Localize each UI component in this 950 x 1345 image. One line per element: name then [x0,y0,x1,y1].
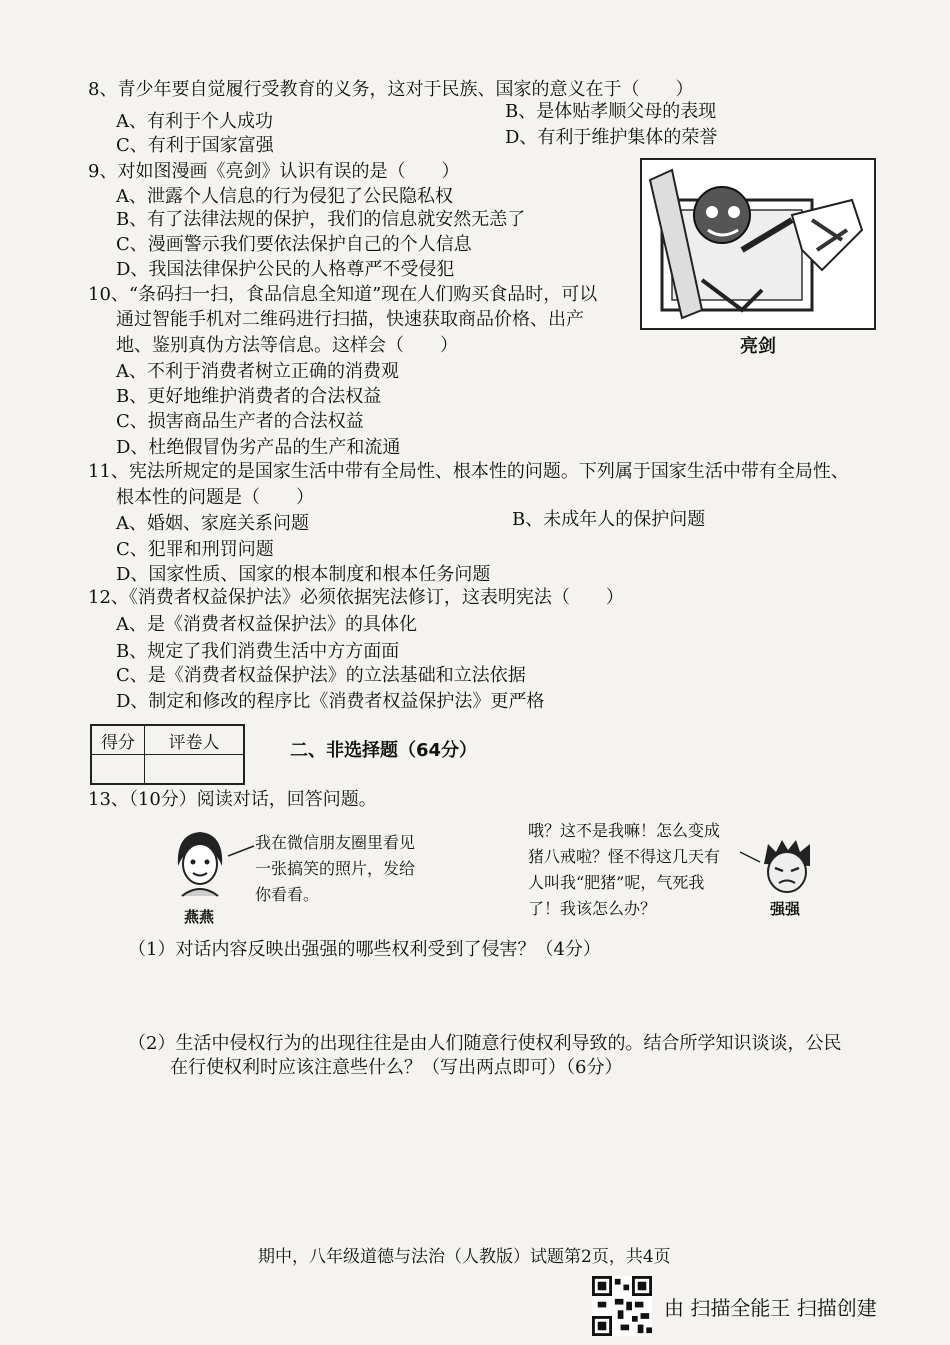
q13-sub2-line1: （2）生活中侵权行为的出现往往是由人们随意行使权利导致的。结合所学知识谈谈，公民 [128,1033,842,1054]
q12-option-c: C、是《消费者权益保护法》的立法基础和立法依据 [116,665,526,686]
left-speaker-name: 燕燕 [184,908,215,926]
q11-option-a: A、婚姻、家庭关系问题 [116,513,309,534]
q13-stem: 13、（10分）阅读对话，回答问题。 [88,789,377,810]
section-title: 二、非选择题（64分） [290,740,478,761]
q13-sub1: （1）对话内容反映出强强的哪些权利受到了侵害？（4分） [128,939,601,960]
q12-option-b: B、规定了我们消费生活中方方面面 [116,641,400,662]
speech-pointer-left [226,842,256,862]
score-table [90,724,245,785]
q10-stem-line3: 地、鉴别真伪方法等信息。这样会（ ） [116,335,458,356]
q13-sub2-line2: 在行使权利时应该注意些什么？（写出两点即可）（6分） [170,1057,623,1078]
score-cell [91,755,145,785]
right-speech-bubble: 哦？这不是我嘛！怎么变成 猪八戒啦？怪不得这几天有 人叫我“肥猪”呢，气死我 了！我该怎么办？ [528,821,721,918]
q12-option-a: A、是《消费者权益保护法》的具体化 [116,614,417,635]
q10-option-d: D、杜绝假冒伪劣产品的生产和流通 [116,437,401,458]
girl-avatar-icon [172,826,228,898]
right-speaker-name: 强强 [770,900,801,918]
q10-option-c: C、损害商品生产者的合法权益 [116,411,364,432]
scanner-watermark: 由 扫描全能王 扫描创建 [664,1296,877,1320]
cartoon-illustration [642,160,874,328]
score-label: 得分 [91,725,145,755]
q12-option-d: D、制定和修改的程序比《消费者权益保护法》更严格 [116,691,545,712]
q11-option-c: C、犯罪和刑罚问题 [116,539,274,560]
left-speech-bubble: 我在微信朋友圈里看见 一张搞笑的照片，发给 你看看。 [255,833,416,904]
q9-option-a: A、泄露个人信息的行为侵犯了公民隐私权 [116,186,453,207]
q9-option-d: D、我国法律保护公民的人格尊严不受侵犯 [116,259,455,280]
qr-code-icon [592,1276,652,1336]
q10-stem-line1: 10、“条码扫一扫，食品信息全知道”现在人们购买食品时，可以 [88,284,598,305]
q10-option-b: B、更好地维护消费者的合法权益 [116,386,382,407]
q9-option-c: C、漫画警示我们要依法保护自己的个人信息 [116,234,472,255]
grader-cell [145,755,245,785]
page-footer: 期中，八年级道德与法治（人教版）试题第2页，共4页 [258,1247,671,1267]
q11-stem-line2: 根本性的问题是（ ） [116,487,314,508]
q11-stem-line1: 11、宪法所规定的是国家生活中带有全局性、根本性的问题。下列属于国家生活中带有全局性、 [88,461,849,482]
q8-option-d: D、有利于维护集体的荣誉 [505,127,718,148]
q8-stem: 8、青少年要自觉履行受教育的义务，这对于民族、国家的意义在于（ ） [88,79,694,100]
q12-stem: 12、《消费者权益保护法》必须依据宪法修订，这表明宪法（ ） [88,587,624,608]
q8-option-a: A、有利于个人成功 [116,111,273,132]
q11-option-b: B、未成年人的保护问题 [512,509,706,530]
grader-label: 评卷人 [145,725,245,755]
q8-option-c: C、有利于国家富强 [116,135,274,156]
cartoon-figure [640,158,876,330]
figure-caption: 亮剑 [740,336,776,357]
q10-option-a: A、不利于消费者树立正确的消费观 [116,361,399,382]
q11-option-d: D、国家性质、国家的根本制度和根本任务问题 [116,564,491,585]
q9-stem: 9、对如图漫画《亮剑》认识有误的是（ ） [88,161,460,182]
boy-avatar-icon [758,838,816,896]
q10-stem-line2: 通过智能手机对二维码进行扫描，快速获取商品价格、出产 [116,309,584,330]
q8-option-b: B、是体贴孝顺父母的表现 [505,101,717,122]
q9-option-b: B、有了法律法规的保护，我们的信息就安然无恙了 [116,209,526,230]
